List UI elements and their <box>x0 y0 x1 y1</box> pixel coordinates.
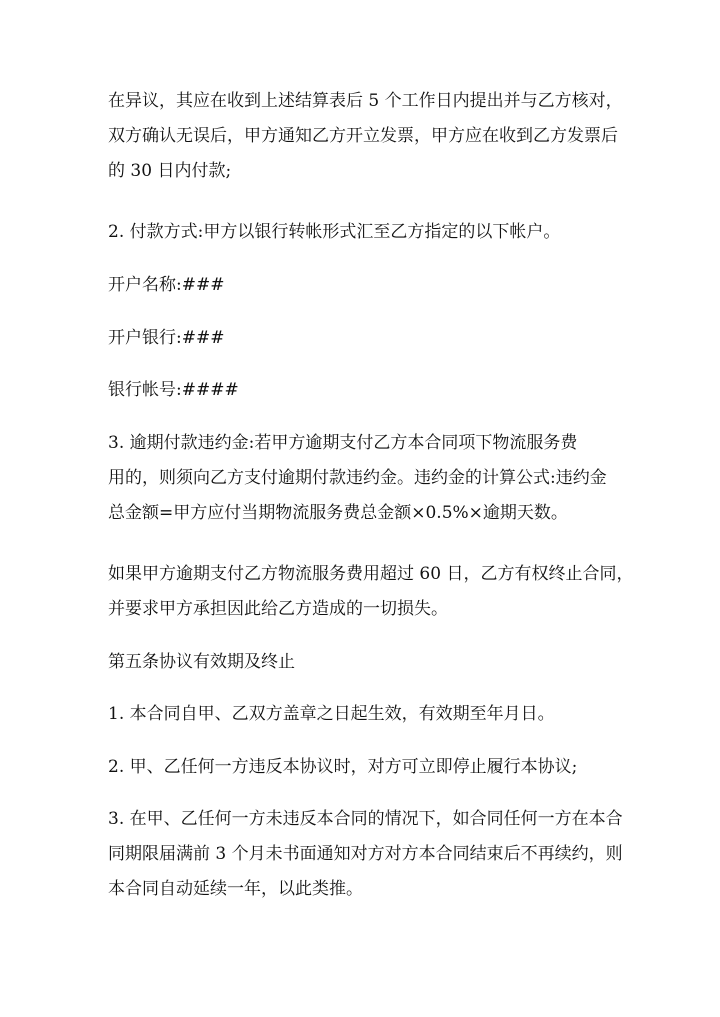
text-line: 并要求甲方承担因此给乙方造成的一切损失。 <box>108 599 448 619</box>
paragraph-effective-date <box>108 697 618 732</box>
text-line: 2. 付款方式:甲方以银行转帐形式汇至乙方指定的以下帐户。 <box>108 222 561 242</box>
text-line: 3. 逾期付款违约金:若甲方逾期支付乙方本合同项下物流服务费 <box>108 433 578 453</box>
text-line: 2. 甲、乙任何一方违反本协议时，对方可立即停止履行本协议; <box>108 757 578 777</box>
text-line: 开户名称:### <box>108 275 225 295</box>
text-line: 本合同自动延续一年，以此类推。 <box>108 879 363 899</box>
text-line: 第五条协议有效期及终止 <box>108 652 295 672</box>
paragraph-auto-renewal <box>108 802 623 907</box>
paragraph-account-number <box>108 373 618 408</box>
paragraph-breach-termination <box>108 750 618 785</box>
text-line: 的 30 日内付款; <box>108 161 232 181</box>
text-line: 银行帐号:#### <box>108 380 239 400</box>
text-line: 同期限届满前 3 个月未书面通知对方对方本合同结束后不再续约，则 <box>108 844 623 864</box>
paragraph-payment-method <box>108 215 618 250</box>
text-line: 双方确认无误后，甲方通知乙方开立发票，甲方应在收到乙方发票后 <box>108 126 618 146</box>
paragraph-bank-name <box>108 321 618 356</box>
text-line: 如果甲方逾期支付乙方物流服务费用超过 60 日，乙方有权终止合同， <box>108 564 634 584</box>
paragraph-account-name <box>108 268 618 303</box>
section-heading-article-5 <box>108 645 618 680</box>
text-line: 在异议，其应在收到上述结算表后 5 个工作日内提出并与乙方核对， <box>108 91 623 111</box>
text-line: 总金额=甲方应付当期物流服务费总金额×0.5%×逾期天数。 <box>108 503 568 523</box>
text-line: 3. 在甲、乙任何一方未违反本合同的情况下，如合同任何一方在本合 <box>108 809 623 829</box>
paragraph-settlement-objection <box>108 84 623 189</box>
text-line: 1. 本合同自甲、乙双方盖章之日起生效，有效期至年月日。 <box>108 704 555 724</box>
paragraph-termination-right <box>108 557 634 627</box>
text-line: 开户银行:### <box>108 328 225 348</box>
paragraph-late-payment-penalty <box>108 426 618 531</box>
text-line: 用的，则须向乙方支付逾期付款违约金。违约金的计算公式:违约金 <box>108 468 607 488</box>
